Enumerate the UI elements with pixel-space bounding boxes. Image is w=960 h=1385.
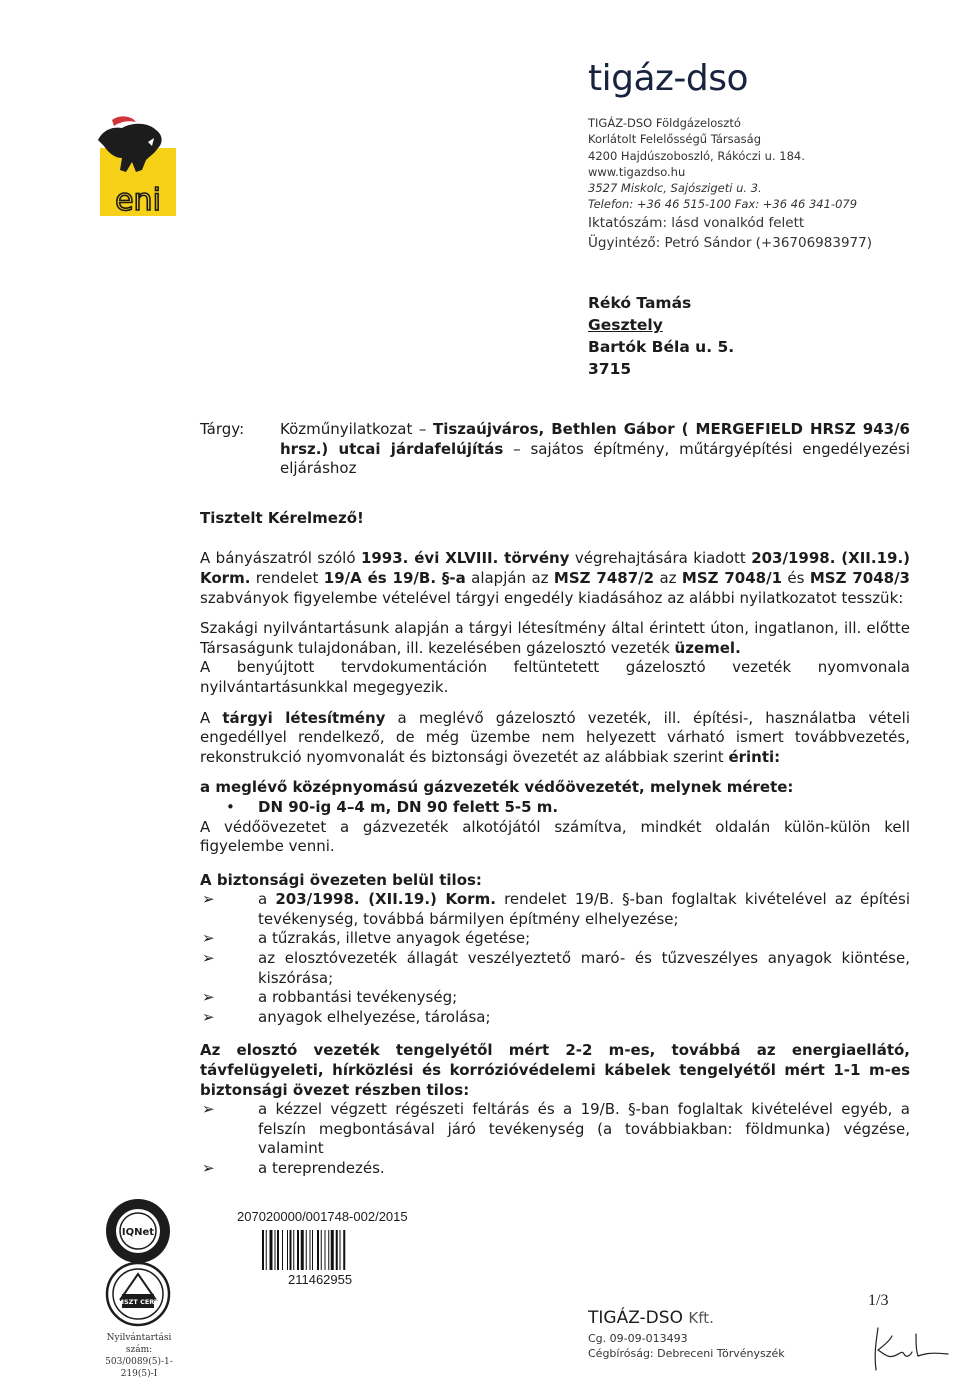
- barcode-bar: [270, 1230, 273, 1270]
- barcode-bar: [321, 1230, 322, 1270]
- cable-zone-heading: Az elosztó vezeték tengelyétől mért 2-2 m-es, továbbá az energiaellátó, távfelügyeleti, hírközlési és korrózióvédelemi kábelek tengelyétől mért 1-1 m-es biztonsági övezet részben tilos:: [200, 1041, 910, 1099]
- plan-paragraph: A benyújtott tervdokumentáción feltüntetett gázelosztó vezeték nyomvonala nyilvántartásunkkal megegyezik.: [200, 658, 910, 696]
- svg-text:IQNet: IQNet: [121, 1227, 155, 1238]
- barcode-bar: [297, 1230, 299, 1270]
- bullet-dot-icon: •: [226, 797, 235, 816]
- safety-item: ➢ a 203/1998. (XII.19.) Korm. rendelet 19/B. §-ban foglaltak kivételével az építési tevékenység, továbbá bármilyen építmény elhelyezése;: [202, 890, 911, 928]
- office-address: 3527 Miskolc, Sajószigeti u. 3.: [588, 181, 762, 196]
- mszt-cert-seal: [104, 1260, 172, 1328]
- iqnet-certification-seal: [104, 1197, 172, 1265]
- barcode-bar: [328, 1230, 329, 1270]
- page-number: 1/3: [868, 1292, 889, 1309]
- barcode-bar: [325, 1230, 326, 1270]
- svg-text:eni: eni: [115, 183, 161, 216]
- barcode-bar: [306, 1230, 307, 1270]
- reference-number-line: Iktatószám: lásd vonalkód felett: [588, 214, 805, 231]
- arrow-bullet-icon: ➢: [202, 929, 215, 948]
- cable-zone-item: ➢ a kézzel végzett régészeti feltárás és a 19/B. §-ban foglaltak kivételével egyéb, a felszín megbontásával járó tevékenység (a továbbiakban: földmunka) végzése, valamint: [202, 1100, 910, 1158]
- arrow-bullet-icon: ➢: [202, 1100, 215, 1119]
- eni-logo: [92, 112, 176, 216]
- recipient-street: Bartók Béla u. 5.: [588, 338, 735, 356]
- letter-body: [200, 420, 910, 1179]
- case-officer-line: Ügyintéző: Petró Sándor (+36706983977): [588, 234, 872, 251]
- footer-company-suffix: Kft.: [688, 1309, 714, 1327]
- registry-court: Cégbíróság: Debreceni Törvényszék: [588, 1347, 785, 1360]
- zone-heading: a meglévő középnyomású gázvezeték védőövezetét, melynek mérete:: [200, 778, 794, 797]
- barcode-bar: [336, 1230, 338, 1270]
- recipient-zip: 3715: [588, 360, 632, 378]
- company-registration-number: Cg. 09-09-013493: [588, 1332, 688, 1345]
- safety-item: ➢ az elosztóvezeték állagát veszélyeztető maró- és tűzveszélyes anyagok kiöntése, kiszórása;: [202, 949, 910, 987]
- recipient-address: [588, 292, 734, 380]
- salutation: Tisztelt Kérelmező!: [200, 508, 364, 527]
- office-phone-fax: Telefon: +36 46 515-100 Fax: +36 46 341-079: [588, 197, 858, 212]
- footer-registry: [588, 1331, 785, 1361]
- registration-number: 503/0089(5)-1-219(5)-I: [105, 1357, 173, 1379]
- registration-label: Nyilvántartási szám:: [106, 1333, 172, 1355]
- footer-company: [588, 1308, 714, 1328]
- barcode-reference: 207020000/001748-002/2015: [237, 1209, 408, 1224]
- barcode-bar: [317, 1230, 319, 1270]
- barcode: [262, 1230, 374, 1270]
- barcode-bar: [282, 1230, 283, 1270]
- svg-text:MSZT CERT: MSZT CERT: [117, 1298, 159, 1306]
- registry-paragraph: Szakági nyilvántartásunk alapján a tárgyi létesítmény által érintett úton, ingatlanon, ill. előtte Társaságunk tulajdonában, ill. kezelésében gázelosztó vezeték üzemel.: [200, 619, 910, 657]
- barcode-bar: [301, 1230, 304, 1270]
- safety-heading: A biztonsági övezeten belül tilos:: [200, 870, 482, 889]
- safety-item: ➢ a tűzrakás, illetve anyagok égetése;: [202, 929, 531, 948]
- arrow-bullet-icon: ➢: [202, 890, 215, 909]
- barcode-bar: [290, 1230, 292, 1270]
- safety-item: ➢ anyagok elhelyezése, tárolása;: [202, 1007, 491, 1026]
- zone-bullet: • DN 90-ig 4–4 m, DN 90 felett 5-5 m.: [226, 797, 559, 816]
- barcode-bar: [340, 1230, 341, 1270]
- arrow-bullet-icon: ➢: [202, 988, 215, 1007]
- company-line: TIGÁZ-DSO Földgázelosztó: [588, 116, 741, 130]
- barcode-bar: [343, 1230, 345, 1270]
- subject-label: Tárgy:: [200, 420, 245, 438]
- brand-logo-text: tigáz-dso: [588, 58, 749, 99]
- company-website: www.tigazdso.hu: [588, 164, 686, 179]
- company-address-block: [588, 115, 872, 253]
- cable-zone-item: ➢ a tereprendezés.: [202, 1159, 385, 1177]
- zone-note: A védőövezetet a gázvezeték alkotójától számítva, mindkét oldalán külön-külön kell figyelembe venni.: [200, 817, 910, 856]
- facility-paragraph: A tárgyi létesítmény a meglévő gázelosztó vezeték, ill. építési-, használatba vételi engedéllyel rendelkező, de még üzembe nem helyezett várható ismert továbbvezetés, rekonstrukció nyomvonalát és biztonsági övezetét az alábbiak szerint érinti:: [200, 708, 910, 766]
- company-line: Korlátolt Felelősségű Társaság: [588, 132, 762, 147]
- barcode-bar: [277, 1230, 279, 1270]
- recipient-name: Rékó Tamás: [588, 294, 692, 312]
- barcode-bar: [312, 1230, 313, 1270]
- arrow-bullet-icon: ➢: [202, 1007, 215, 1026]
- registration-block: [97, 1332, 181, 1380]
- barcode-bar: [275, 1230, 276, 1270]
- intro-paragraph: A bányászatról szóló 1993. évi XLVIII. törvény végrehajtására kiadott 203/1998. (XII.19.) Korm. rendelet 19/A és 19/B. §-a alapján az MSZ 7487/2 az MSZ 7048/1 és MSZ 7048/3 szabványok figyelembe vételével tárgyi engedély kiadásához az alábbi nyilatkozatot tesszük:: [200, 549, 910, 607]
- company-line: 4200 Hajdúszoboszló, Rákóczi u. 184.: [588, 148, 805, 163]
- subject-line: Tárgy: Közműnyilatkozat – Tiszaújváros, Bethlen Gábor ( MERGEFIELD HRSZ 943/6 hrsz.) utcai járdafelújítás – sajátos építmény, műtárgyépítési engedélyezési eljáráshoz: [200, 420, 911, 478]
- recipient-town: Gesztely: [588, 316, 663, 334]
- barcode-bar: [293, 1230, 294, 1270]
- footer-company-name: TIGÁZ-DSO: [588, 1308, 683, 1328]
- barcode-bar: [262, 1230, 264, 1270]
- barcode-number: 211462955: [288, 1272, 353, 1287]
- barcode-bar: [331, 1230, 334, 1270]
- safety-item: ➢ a robbantási tevékenység;: [202, 988, 458, 1007]
- arrow-bullet-icon: ➢: [202, 1159, 215, 1177]
- handwritten-signature: [860, 1320, 950, 1376]
- barcode-bar: [310, 1230, 311, 1270]
- barcode-bar: [266, 1230, 267, 1270]
- arrow-bullet-icon: ➢: [202, 949, 215, 968]
- barcode-bar: [287, 1230, 288, 1270]
